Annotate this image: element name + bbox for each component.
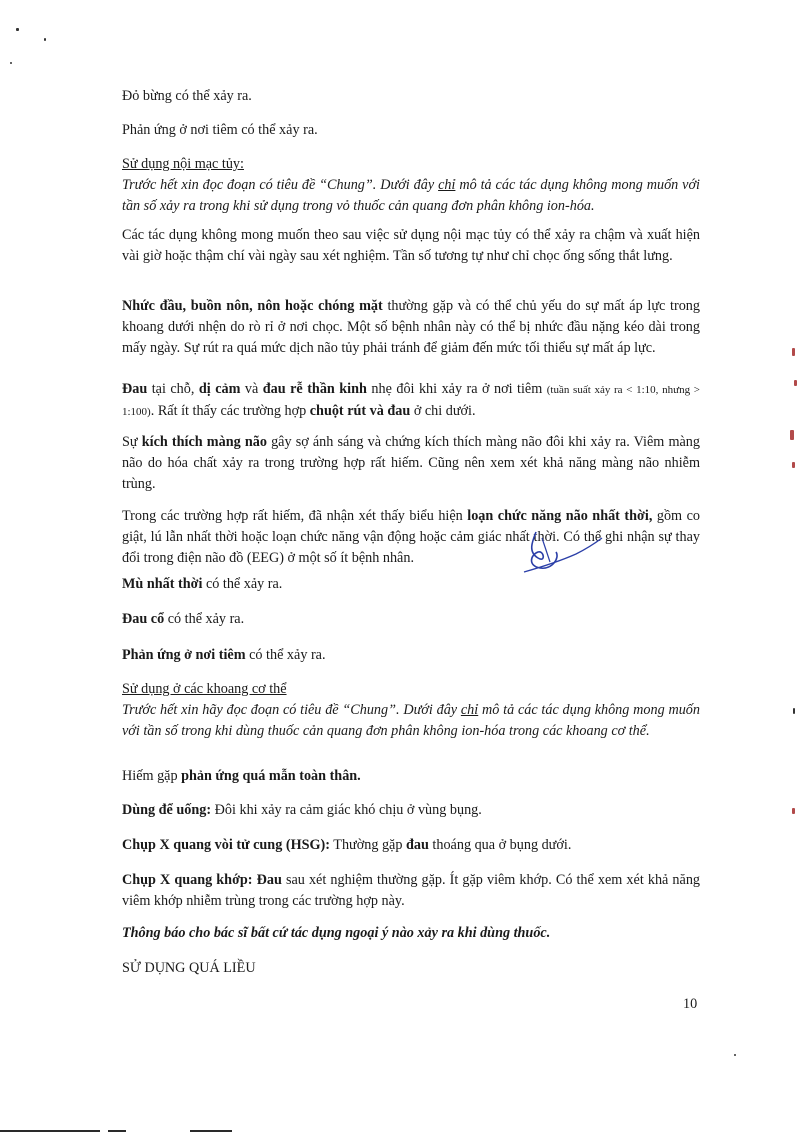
paragraph-hsg: Chụp X quang vòi tử cung (HSG): Thường gặp đau thoáng qua ở bụng dưới. bbox=[122, 837, 572, 853]
section-heading-overdose: SỬ DỤNG QUÁ LIỀU bbox=[122, 960, 256, 976]
section-body-cavities bbox=[122, 679, 700, 742]
section-heading-intrathecal: Sử dụng nội mạc tủy: bbox=[122, 156, 244, 172]
scan-speck bbox=[790, 430, 794, 440]
bottom-edge-rule bbox=[108, 1130, 126, 1132]
scan-speck bbox=[10, 62, 12, 64]
paragraph-hypersensitivity: Hiếm gặp phản ứng quá mẫn toàn thân. bbox=[122, 768, 361, 784]
section-intro-intrathecal: Trước hết xin đọc đoạn có tiêu đề “Chung”. Dưới đây chỉ mô tả các tác dụng không mong muốn với tần số xảy ra trong khi sử dụng trong vỏ thuốc cản quang đơn phân không ion-hóa. bbox=[122, 177, 700, 214]
scan-speck bbox=[792, 462, 795, 468]
paragraph-neck-pain: Đau cổ có thể xảy ra. bbox=[122, 611, 245, 627]
scan-speck bbox=[792, 808, 795, 814]
scan-speck bbox=[794, 380, 797, 386]
paragraph-local-pain: Đau tại chỗ, dị cảm và đau rễ thần kinh nhẹ đôi khi xảy ra ở nơi tiêm (tuần suất xảy ra < 1:10, nhưng > 1:100). Rất ít thấy các trường hợp chuột rút và đau ở chi dưới. bbox=[122, 381, 700, 419]
paragraph-notify-doctor: Thông báo cho bác sĩ bất cứ tác dụng ngoại ý nào xảy ra khi dùng thuốc. bbox=[122, 925, 551, 941]
paragraph-transient-blindness: Mù nhất thời có thể xảy ra. bbox=[122, 576, 283, 592]
paragraph-injection-site-reaction: Phản ứng ở nơi tiêm có thể xảy ra. bbox=[122, 122, 318, 138]
scan-speck bbox=[734, 1054, 736, 1056]
handwritten-signature bbox=[498, 528, 608, 588]
paragraph-delayed-effects: Các tác dụng không mong muốn theo sau việc sử dụng nội mạc tủy có thể xảy ra chậm và xuất hiện vài giờ hoặc thậm chí vài ngày sau xét nghiệm. Tần số tương tự như chỉ chọc ống sống thắt lưng. bbox=[122, 227, 700, 264]
scan-speck bbox=[44, 38, 46, 41]
paragraph-injection-site-reaction-2: Phản ứng ở nơi tiêm có thể xảy ra. bbox=[122, 647, 326, 663]
scan-speck bbox=[793, 708, 795, 714]
paragraph-meningeal-irritation: Sự kích thích màng não gây sợ ánh sáng và chứng kích thích màng não đôi khi xảy ra. Viêm màng não do hóa chất xảy ra trong trường hợp rất hiếm. Cũng nên xem xét khả năng màng não nhiễm trùng. bbox=[122, 434, 700, 492]
section-intrathecal bbox=[122, 154, 700, 217]
page-number: 10 bbox=[683, 996, 698, 1012]
section-heading-body-cavities: Sử dụng ở các khoang cơ thể bbox=[122, 681, 287, 697]
paragraph-arthrography: Chụp X quang khớp: Đau sau xét nghiệm thường gặp. Ít gặp viêm khớp. Có thể xem xét khả năng viêm khớp nhiễm trùng trong các trường hợp này. bbox=[122, 872, 701, 909]
paragraph-flushing: Đỏ bừng có thể xảy ra. bbox=[122, 88, 252, 104]
paragraph-brain-dysfunction: Trong các trường hợp rất hiếm, đã nhận xét thấy biểu hiện loạn chức năng não nhất thời, gồm co giật, lú lẫn nhất thời hoặc loạn chức năng vận động hoặc cảm giác nhất thời. Có thể ghi nhận sự thay đổi trong điện não đồ (EEG) ở một số ít bệnh nhân. bbox=[122, 508, 700, 566]
section-intro-body-cavities: Trước hết xin hãy đọc đoạn có tiêu đề “Chung”. Dưới đây chỉ mô tả các tác dụng không mong muốn với tần số trong khi dùng thuốc cản quang đơn phân không ion-hóa trong các khoang cơ thể. bbox=[122, 702, 700, 739]
bottom-edge-rule bbox=[190, 1130, 232, 1132]
bottom-edge-rule bbox=[0, 1130, 100, 1132]
paragraph-headache: Nhức đầu, buồn nôn, nôn hoặc chóng mặt thường gặp và có thể chủ yếu do sự mất áp lực trong khoang dưới nhện do rò rỉ ở nơi chọc. Một số bệnh nhân này có thể bị nhức đầu nặng kéo dài trong mấy ngày. Sự rút ra quá mức dịch não tủy phải tránh để giảm đến mức tối thiểu sự mất áp lực. bbox=[122, 298, 700, 356]
paragraph-oral-use: Dùng để uống: Đôi khi xảy ra cảm giác khó chịu ở vùng bụng. bbox=[122, 802, 482, 818]
scan-speck bbox=[792, 348, 795, 356]
scan-speck bbox=[16, 28, 19, 31]
